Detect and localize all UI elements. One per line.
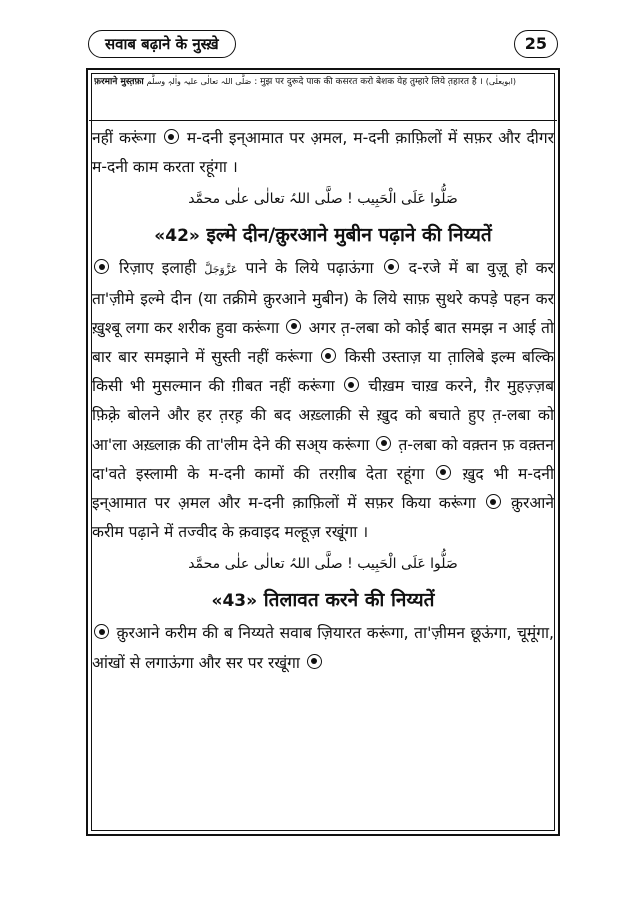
heading-43	[92, 581, 554, 619]
heading-42-text: इल्मे दीन/क़ुरआने मुबीन पढ़ाने की निय्यतें	[206, 224, 492, 247]
salat-line-1: صَلُّوا عَلَی الْحَبِیب ! صلَّی اللہُ تعالٰی علٰی محمَّد	[188, 191, 458, 208]
salat-line-2: صَلُّوا عَلَی الْحَبِیب ! صلَّی اللہُ تعالٰی علٰی محمَّد	[188, 556, 458, 573]
flower-bullet-icon	[486, 494, 501, 509]
flower-bullet-icon	[94, 624, 109, 639]
book-title: सवाब बढ़ाने के नुस्खे़	[88, 30, 236, 58]
flower-bullet-icon	[436, 465, 451, 480]
paragraph-2-g: त़-लबा को वक़्तन फ़ वक़्तन दा'वते इस्लामी के म-दनी कामों की तरग़ीब देता रहूंगा	[92, 435, 554, 483]
flower-bullet-icon	[344, 377, 359, 392]
paragraph-2-c: द-रजे में बा वुज़ू हो कर ता'ज़ीमे इल्मे दीन (या तक्रीमे क़ुरआने मुबीन) के लिये साफ़ सुथरे कपड़े पहन कर ख़ुश्बू लगा कर शरीक हुवा करूंगा	[92, 259, 554, 337]
flower-bullet-icon	[321, 348, 336, 363]
page-number: 25	[514, 30, 558, 58]
heading-42-number: «42»	[154, 226, 200, 247]
farman-source: (ابویعلٰی)	[485, 77, 516, 86]
page-content	[92, 124, 554, 678]
paragraph-2-e: किसी उस्ताज़ या त़ालिबे इल्म बल्कि किसी भी मुसल्मान की ग़ीबत नहीं करूंगा	[92, 348, 554, 396]
flower-bullet-icon	[94, 259, 109, 274]
farman-divider	[89, 120, 557, 121]
flower-bullet-icon	[384, 259, 399, 274]
flower-bullet-icon	[376, 436, 391, 451]
paragraph-2	[92, 254, 554, 547]
paragraph-2-d: अगर त़-लबा को कोई बात समझ न आई तो बार बार समझाने में सुस्ती नहीं करूंगा	[92, 318, 554, 367]
heading-43-text: तिलावत करने की निय्यतें	[263, 589, 435, 612]
farman-box	[94, 74, 552, 118]
page-header	[88, 30, 558, 60]
paragraph-3	[92, 619, 554, 677]
paragraph-1-b: म-दनी इन्आमात पर अ़मल, म-दनी क़ाफ़िलों में सफ़र और दीगर म-दनी काम करता रहूंगा ।	[92, 129, 554, 177]
paragraph-2-h: ख़ुद भी म-दनी इन्आमात पर अ़मल और म-दनी क़ाफ़िलों में सफ़र किया करूंगा	[92, 464, 554, 513]
paragraph-1	[92, 124, 554, 182]
paragraph-1-a: नहीं करूंगा	[92, 129, 156, 147]
heading-42	[92, 216, 554, 254]
farman-text: : मुझ पर दुरूदे पाक की कसरत करो बेशक येह तुम्हारे लिये त़हारत है ।	[254, 77, 483, 87]
flower-bullet-icon	[164, 129, 179, 144]
paragraph-2-b: पाने के लिये पढ़ाऊंगा	[245, 259, 374, 278]
farman-label: फ़रमाने मुस्त़फ़ा	[94, 77, 144, 87]
paragraph-2-a: रिज़ाए इलाही	[119, 259, 197, 278]
paragraph-3-a: क़ुरआने करीम की ब निय्यते सवाब ज़ियारत करूंगा, ता'ज़ीमन छूऊंगा, चूमूंगा, आंखों से लगाऊंगा और सर पर रखूंगा	[92, 624, 554, 672]
flower-bullet-icon	[307, 654, 322, 669]
paragraph-2-f: चीख़म चाख़ करने, ग़ैर मुहज़्ज़ब फ़िक़्रे बोलने और हर त़रह़ की बद अख़्लाक़ी से ख़ुद को बचाते हुए त़-लबा को आ'ला अख़्लाक़ की ता'लीम देने की सअ्य करूंगा	[92, 377, 554, 454]
heading-43-number: «43»	[211, 591, 258, 612]
paragraph-2-i: क़ुरआने करीम पढ़ाने में तज्वीद के क़वाइद मल्हूज़ रखूंगा ।	[92, 494, 554, 542]
paragraph-2-arabic: عَزَّوَجَلَّ	[204, 263, 238, 277]
flower-bullet-icon	[286, 319, 301, 334]
farman-arabic-salutation: صَلَّی اللہ تعالٰی علیہ واٰلہٖ وسلَّم	[146, 77, 252, 86]
